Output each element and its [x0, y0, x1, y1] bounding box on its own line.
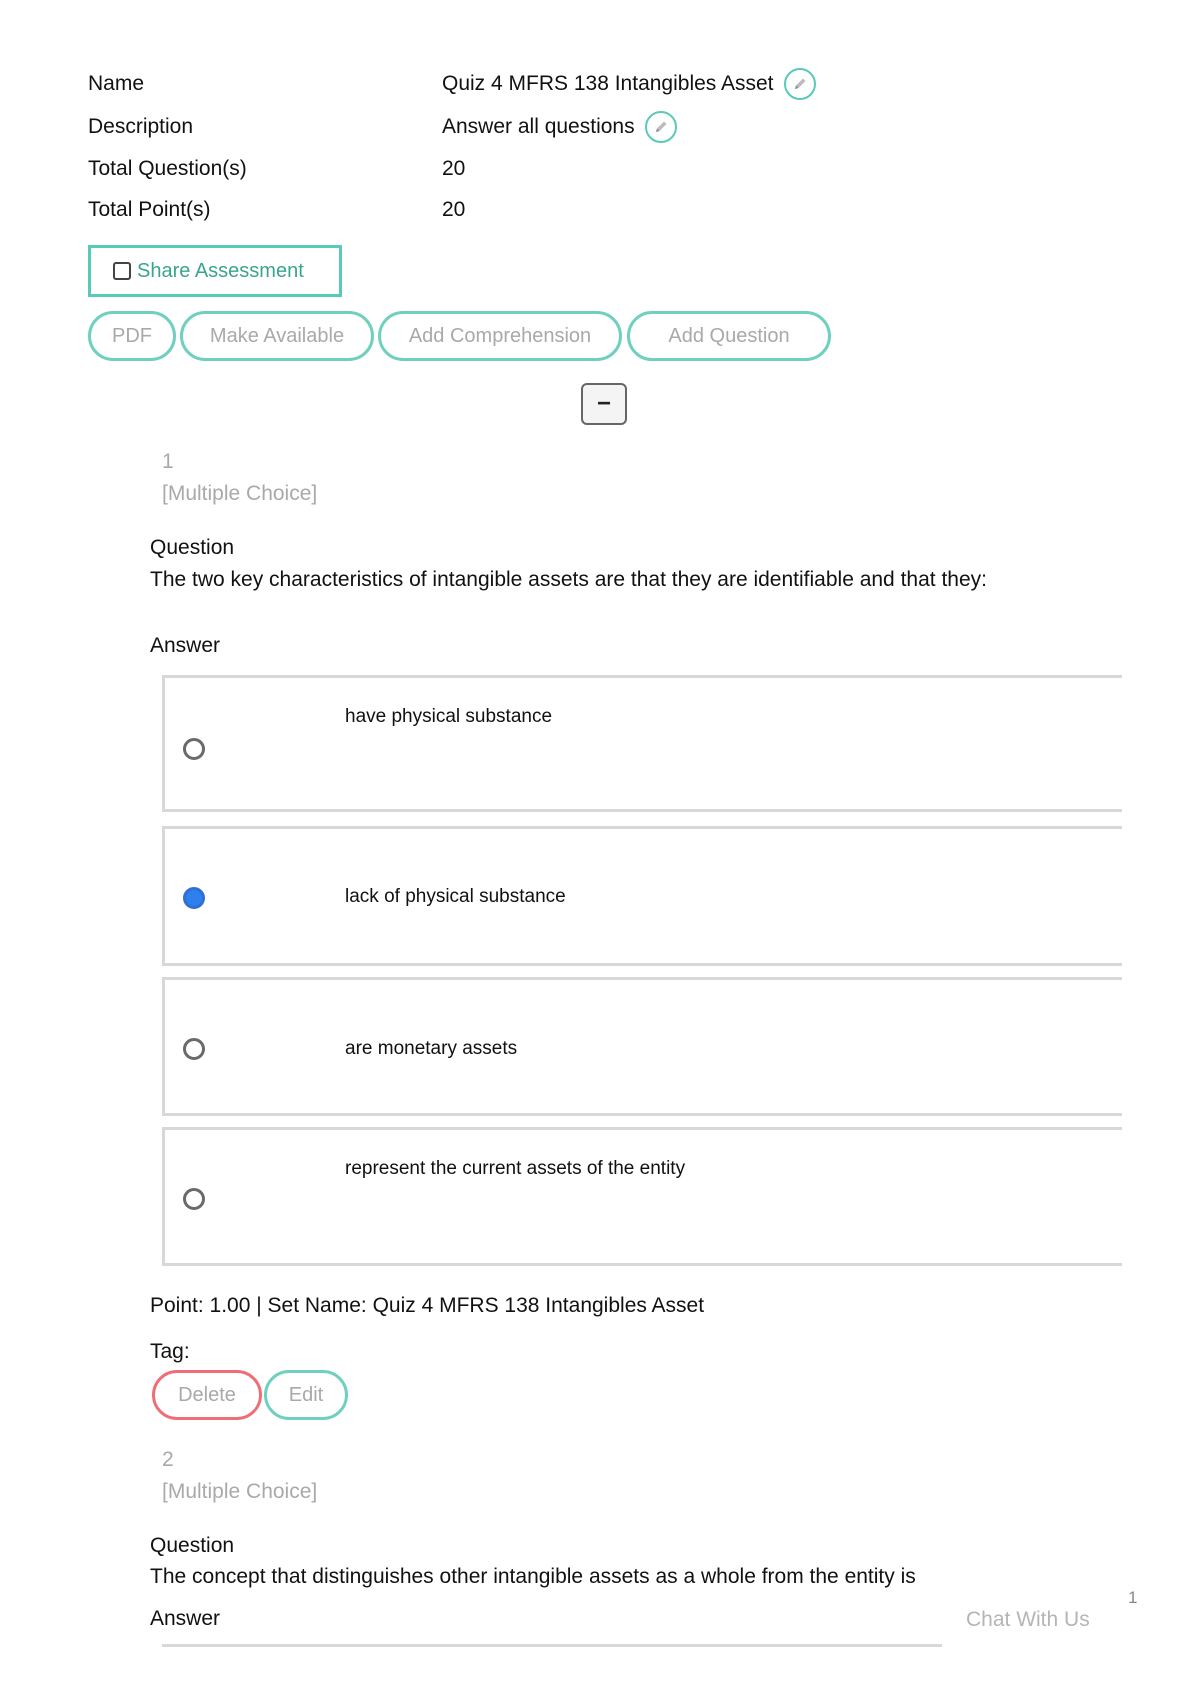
- make-available-button[interactable]: Make Available: [180, 311, 374, 361]
- share-assessment-label: Share Assessment: [137, 259, 304, 282]
- tag-label: Tag:: [150, 1340, 190, 1363]
- description-value-row: [442, 111, 677, 143]
- question-text: The concept that distinguishes other intangible assets as a whole from the entity is: [150, 1565, 916, 1588]
- question-text: The two key characteristics of intangible assets are that they are identifiable and that they:: [150, 568, 987, 591]
- option-radio[interactable]: [183, 738, 205, 760]
- delete-button[interactable]: Delete: [152, 1370, 262, 1420]
- description-label: Description: [88, 115, 194, 138]
- answer-label: Answer: [150, 1607, 221, 1630]
- share-checkbox[interactable]: [113, 262, 131, 280]
- edit-button[interactable]: Edit: [264, 1370, 348, 1420]
- name-value-row: [442, 68, 816, 100]
- total-questions-value: 20: [442, 157, 466, 180]
- page-number: 1: [1128, 1588, 1138, 1607]
- question-meta: Point: 1.00 | Set Name: Quiz 4 MFRS 138 Intangibles Asset: [150, 1294, 705, 1317]
- assessment-name: Quiz 4 MFRS 138 Intangibles Asset: [442, 72, 774, 95]
- answer-option[interactable]: [162, 675, 1122, 812]
- question-type: [Multiple Choice]: [162, 482, 318, 505]
- edit-description-button[interactable]: [645, 111, 677, 143]
- edit-name-button[interactable]: [784, 68, 816, 100]
- add-question-button[interactable]: Add Question: [627, 311, 831, 361]
- pdf-button[interactable]: PDF: [88, 311, 176, 361]
- answer-label: Answer: [150, 634, 221, 657]
- option-text: lack of physical substance: [345, 886, 566, 907]
- option-text: are monetary assets: [345, 1038, 518, 1059]
- total-points-label: Total Point(s): [88, 198, 211, 221]
- pencil-icon: [792, 76, 808, 92]
- option-radio[interactable]: [183, 1038, 205, 1060]
- option-text: represent the current assets of the entity: [345, 1158, 686, 1179]
- question-label: Question: [150, 536, 235, 559]
- question-number: 1: [162, 450, 174, 473]
- total-points-value: 20: [442, 198, 466, 221]
- option-radio-selected[interactable]: [183, 887, 205, 909]
- assessment-description: Answer all questions: [442, 115, 635, 138]
- question-number: 2: [162, 1448, 174, 1471]
- name-label: Name: [88, 72, 145, 95]
- pencil-icon: [653, 119, 669, 135]
- total-questions-label: Total Question(s): [88, 157, 247, 180]
- chat-with-us-button[interactable]: Chat With Us: [966, 1608, 1090, 1631]
- collapse-button[interactable]: −: [581, 383, 627, 425]
- add-comprehension-button[interactable]: Add Comprehension: [378, 311, 622, 361]
- share-assessment-toggle[interactable]: [88, 245, 342, 297]
- option-text: have physical substance: [345, 706, 553, 727]
- answer-option[interactable]: [162, 1127, 1122, 1266]
- question-type: [Multiple Choice]: [162, 1480, 318, 1503]
- answer-option[interactable]: [162, 826, 1122, 966]
- question-label: Question: [150, 1534, 235, 1557]
- option-radio[interactable]: [183, 1188, 205, 1210]
- answer-option[interactable]: [162, 977, 1122, 1116]
- answer-box-top-edge: [162, 1644, 942, 1647]
